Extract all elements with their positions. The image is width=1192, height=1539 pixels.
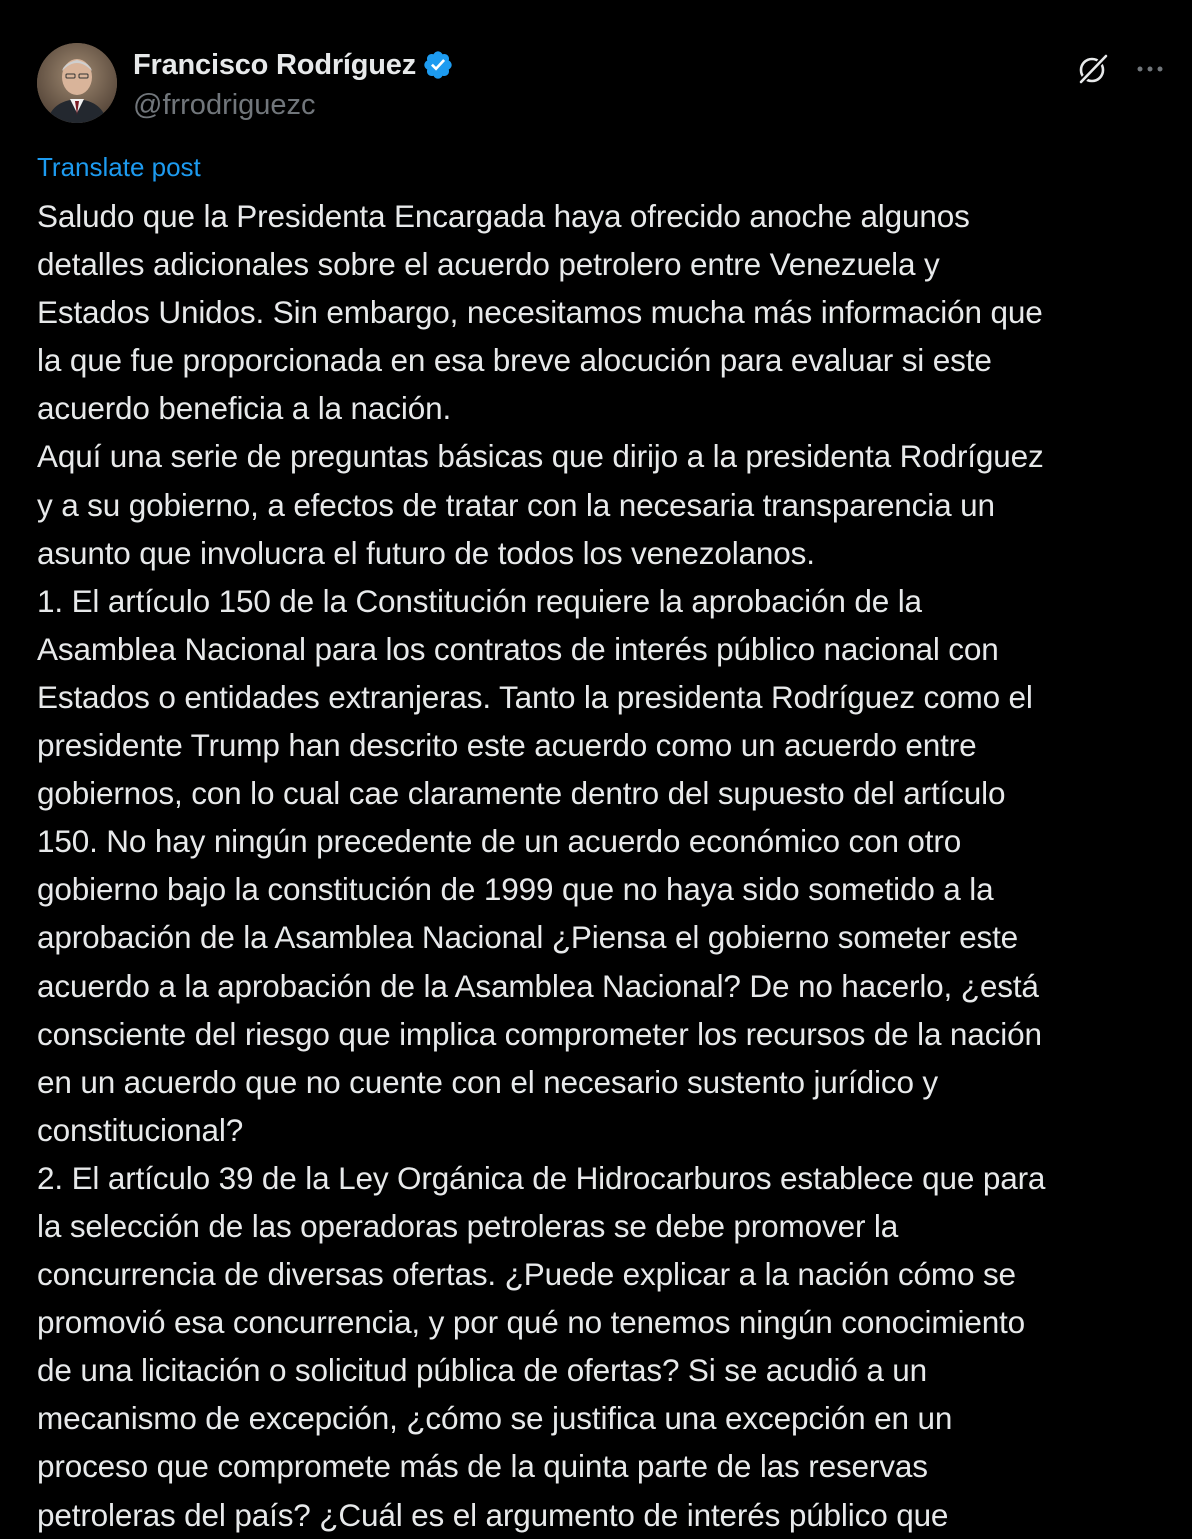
name-row <box>133 47 454 83</box>
post-text-line: 150. No hay ningún precedente de un acuerdo económico con otro <box>37 823 962 860</box>
header-actions <box>1075 51 1167 87</box>
post-text-line: aprobación de la Asamblea Nacional ¿Piensa el gobierno someter este <box>37 919 1019 956</box>
post-text-line: la selección de las operadoras petroleras se debe promover la <box>37 1207 899 1244</box>
display-name[interactable]: Francisco Rodríguez <box>133 48 417 81</box>
post-text-line: promovió esa concurrencia, y por qué no tenemos ningún conocimiento <box>37 1304 1026 1341</box>
post-text-line: la que fue proporcionada en esa breve alocución para evaluar si este <box>37 342 992 379</box>
post-text-line: Estados o entidades extranjeras. Tanto la presidenta Rodríguez como el <box>37 678 1033 715</box>
post-text-line: presidente Trump han descrito este acuerdo como un acuerdo entre <box>37 727 977 764</box>
post-text-line: petroleras del país? ¿Cuál es el argumento de interés público que <box>37 1496 949 1533</box>
handle[interactable]: @frrodriguezc <box>133 89 316 121</box>
post-text-line: constitucional? <box>37 1111 244 1148</box>
post-text-line: y a su gobierno, a efectos de tratar con la necesaria transparencia un <box>37 486 995 523</box>
post-text-line: de una licitación o solicitud pública de ofertas? Si se acudió a un <box>37 1352 928 1389</box>
post-text-line: acuerdo beneficia a la nación. <box>37 390 452 427</box>
post-text <box>37 192 1172 1539</box>
post-header <box>37 43 1167 125</box>
post-text-line: gobiernos, con lo cual cae claramente dentro del supuesto del artículo <box>37 775 1006 812</box>
translate-post-link[interactable]: Translate post <box>37 152 201 182</box>
post-text-line: Estados Unidos. Sin embargo, necesitamos mucha más información que <box>37 294 1043 331</box>
post-text-line: Aquí una serie de preguntas básicas que dirijo a la presidenta Rodríguez <box>37 438 1044 475</box>
avatar[interactable] <box>37 43 117 123</box>
post-text-line: 2. El artículo 39 de la Ley Orgánica de Hidrocarburos establece que para <box>37 1159 1046 1196</box>
post-text-line: gobierno bajo la constitución de 1999 que no haya sido sometido a la <box>37 871 994 908</box>
post-text-line: 1. El artículo 150 de la Constitución requiere la aprobación de la <box>37 582 922 619</box>
post-text-line: consciente del riesgo que implica comprometer los recursos de la nación <box>37 1015 1042 1052</box>
post-text-line: acuerdo a la aprobación de la Asamblea Nacional? De no hacerlo, ¿está <box>37 967 1039 1004</box>
post-text-line: Asamblea Nacional para los contratos de interés público nacional con <box>37 630 999 667</box>
author-info <box>133 47 454 122</box>
verified-badge-icon[interactable] <box>422 49 454 81</box>
more-options-icon[interactable] <box>1133 52 1167 86</box>
post-text-line: proceso que compromete más de la quinta parte de las reservas <box>37 1448 928 1485</box>
post-text-line: en un acuerdo que no cuente con el necesario sustento jurídico y <box>37 1063 939 1100</box>
grok-icon[interactable] <box>1075 51 1111 87</box>
post-text-line: concurrencia de diversas ofertas. ¿Puede explicar a la nación cómo se <box>37 1256 1016 1293</box>
post-text-line: detalles adicionales sobre el acuerdo petrolero entre Venezuela y <box>37 246 940 283</box>
post-text-line: mecanismo de excepción, ¿cómo se justifica una excepción en un <box>37 1400 953 1437</box>
post-text-line: Saludo que la Presidenta Encargada haya ofrecido anoche algunos <box>37 198 970 234</box>
post-text-line: asunto que involucra el futuro de todos los venezolanos. <box>37 534 815 571</box>
profile-photo-icon <box>37 43 117 123</box>
